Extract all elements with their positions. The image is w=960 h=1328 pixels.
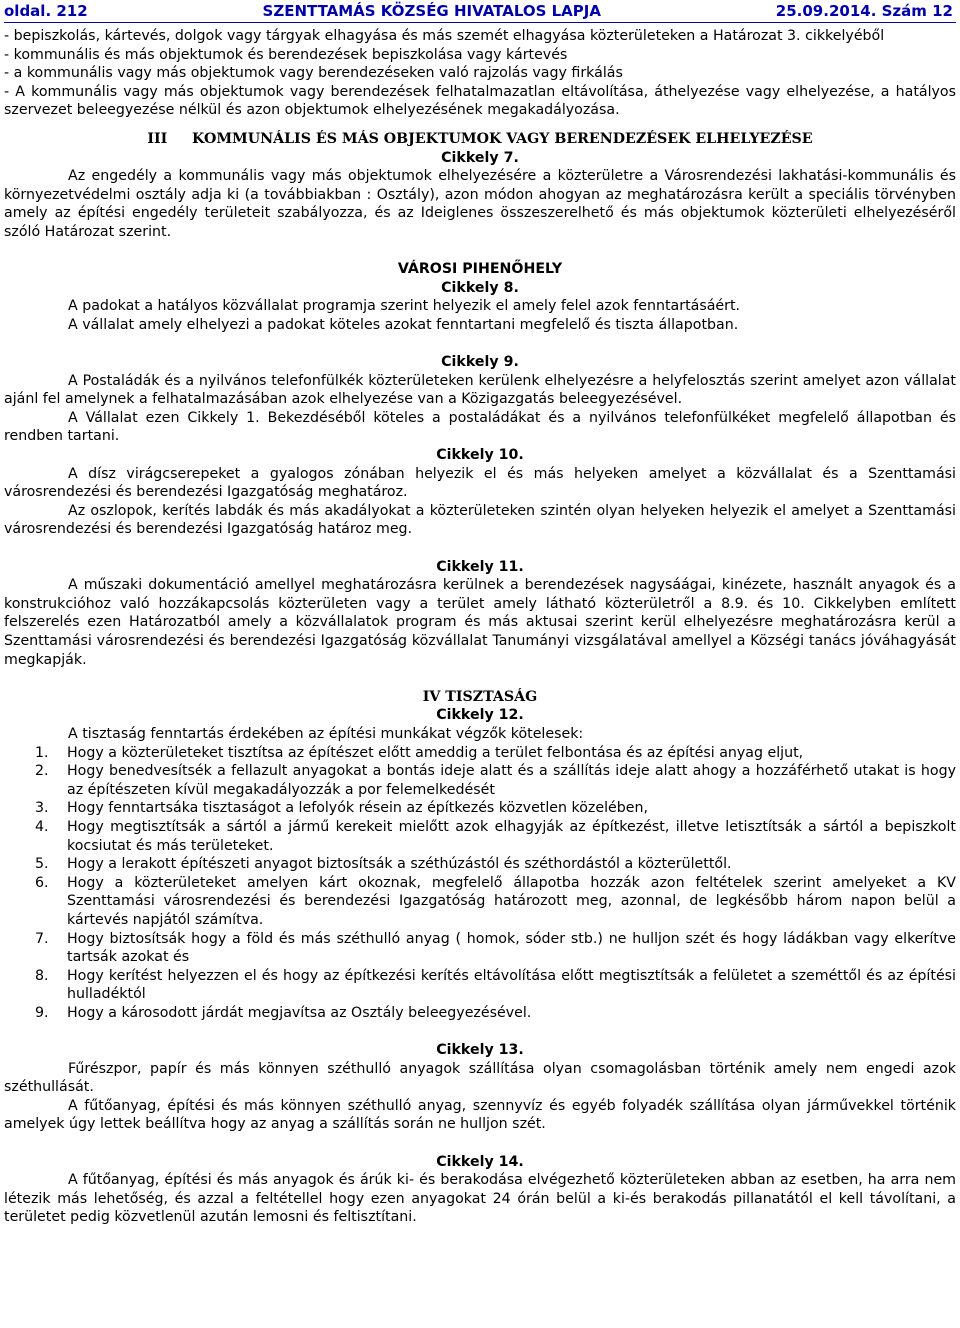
intro-line-1: - bepiszkolás, kártevés, dolgok vagy tárgyak elhagyása és más szemét elhagyása közterületeken a Határozat 3. cikkelyéből xyxy=(4,28,885,44)
cikkely-9-paragraph-1: A Postaládák és a nyilvános telefonfülkék közterületeken kerülenk elhelyezésre a helyfelosztás szerint amelyet azon vállalat ajánl fel amelynek a felhatalmazásában azok elhelyezése van a Közigazgatás beleegyezésével. xyxy=(4,372,956,408)
cikkely-7-text: Az engedély a kommunális vagy más objektumok elhelyezésére a közterületre a Városrendezési lakhatási-kommunális és környezetvédelmi osztály adja ki (a továbbiakban : Osztály), azon módon ahogyan az meghatározásra került a speciális törvényben amely az építési engedély területeit szabályozza, és az Ideiglenes összeszerelhető és más objektumok közterületi elhelyezéséről szóló Határozat szerint. xyxy=(4,168,956,240)
cikkely-12-heading: Cikkely 12. xyxy=(436,707,524,724)
list-item: 7. Hogy biztosítsák hogy a föld és más széthulló anyag ( homok, sóder stb.) ne hulljon szét és hogy ládákban vagy elkerítve tartsák azokat és xyxy=(35,930,956,966)
intro-line-3: - a kommunális vagy más objektumok vagy berendezéseken való rajzolás vagy firkálás xyxy=(4,65,623,82)
cikkely-12-obligations-list xyxy=(4,744,956,1023)
cikkely-13-paragraph-1: Fűrészpor, papír és más könnyen széthulló anyagok szállítása olyan csomagolásban történik amely nem engedi azok széthullását. xyxy=(4,1060,956,1096)
varosi-pihenohely-title: VÁROSI PIHENŐHELY xyxy=(397,261,563,278)
cikkely-11-paragraph: A műszaki dokumentáció amellyel meghatározásra kerülnek a berendezések nagysáágai, kinézete, használt anyagok és a konstrukcióhoz való hozzákapcsolás közterületen vagy a terület amely látható közterületről a 8.9. és 10. Cikkelyben említett felszerelés ezen Határozatból amely a közvállalatok program és más aktusai szerint kerül elhelyezésre meghatározásra kerül a Szenttamási városrendezési és berendezési Igazgatóság közvállalat Tanumányi vizsgálatával amellyel a Községi tanács jóváhagyását megkapják. xyxy=(4,577,956,668)
list-item: 5. Hogy a lerakott építészeti anyagot biztosítsák a széthúzástól és széthordástól a közterülettől. xyxy=(35,856,732,873)
cikkely-7-heading: Cikkely 7. xyxy=(441,149,519,166)
cikkely-9-paragraph-2: A Vállalat ezen Cikkely 1. Bekezdéséből köteles a postaládákat és a nyilvános telefonfülkéket megfelelő állapotban és rendben tartani. xyxy=(4,409,956,445)
cikkely-8-paragraph-2: A vállalat amely elhelyezi a padokat köteles azokat fenntartani megfelelő és tiszta állapotban. xyxy=(68,316,739,333)
page-header xyxy=(4,0,956,23)
cikkely-11-heading: Cikkely 11. xyxy=(436,558,524,575)
section-4-title: IV TISZTASÁG xyxy=(422,688,538,705)
cikkely-9-heading: Cikkely 9. xyxy=(441,354,519,371)
list-item: 2. Hogy benedvesítsék a fellazult anyagokat a bontás ideje alatt és a szállítás ideje alatt ahogy a hozzáférhető utakat is hogy az építészeten kívül megakadályozzák a por felemelkedését xyxy=(35,763,956,798)
cikkely-14-paragraph: A fűtőanyag, építési és más anyagok és árúk ki- és berakodása elvégezhető közterületeken abban az esetben, ha arra nem létezik más lehetőség, és azzal a feltétellel hogy ezen anyagokat 24 órán belül a ki-és berakodás pillanatától el kell távolítani, a területet pedig közvetlenül azután lemosni és feltisztítani. xyxy=(4,1172,956,1226)
section-3-title: III KOMMUNÁLIS ÉS MÁS OBJEKTUMOK VAGY BERENDEZÉSEK ELHELYEZÉSE xyxy=(147,130,813,147)
list-item: 4. Hogy megtisztítsák a sártól a jármű kerekeit mielőtt azok elhagyják az építkezést, illetve letisztítsák a sártól a bepiszkolt kocsiutat és más területeket. xyxy=(35,818,956,854)
list-item: 6. Hogy a közterületeket amelyen kárt okoznak, megfelelő állapotba hozzák azon feltételek szerint amelyeket a KV Szenttamási városrendezési és berendezési Igazgatóság határozott meg, azonnal, de legkésőbb három napon belül a kártevés napjától számítva. xyxy=(35,874,956,928)
list-item: 9. Hogy a károsodott járdát megjavítsa az Osztály beleegyezésével. xyxy=(35,1004,532,1021)
header-date-issue: 25.09.2014. Szám 12 xyxy=(775,2,953,20)
cikkely-10-paragraph-1: A dísz virágcserepeket a gyalogos zónában helyezik el és más helyeken amelyet a közvállalat és a Szenttamási városrendezési és berendezési Igazgatóság meghatároz. xyxy=(4,465,956,501)
cikkely-13-heading: Cikkely 13. xyxy=(436,1042,524,1059)
list-item: 8. Hogy kerítést helyezzen el és hogy az építkezési kerítés eltávolítása előtt megtisztítsák a felületet a szeméttől és az építési hulladéktól xyxy=(35,967,956,1003)
list-item: 1. Hogy a közterületeket tisztítsa az építészet előtt ameddig a terület felbontása és az építési anyag eljut, xyxy=(35,744,804,761)
header-page-number: oldal. 212 xyxy=(4,2,88,20)
cikkely-14-heading: Cikkely 14. xyxy=(436,1153,524,1170)
cikkely-10-paragraph-2: Az oszlopok, kerítés labdák és más akadályokat a közterületeken szintén olyan helyeken helyezik el amelyet a Szenttamási városrendezési és berendezési Igazgatóság határoz meg. xyxy=(4,502,956,538)
cikkely-8-heading: Cikkely 8. xyxy=(441,279,519,296)
cikkely-10-heading: Cikkely 10. xyxy=(436,447,524,464)
cikkely-13-paragraph-2: A fűtőanyag, építési és más könnyen széthulló anyag, szennyvíz és egyéb folyadék szállítása olyan járművekkel történik amelyek úgy lettek beállítva hogy az anyag a szállítás során ne hulljon szét. xyxy=(4,1097,956,1133)
intro-line-4: - A kommunális vagy más objektumok vagy berendezések felhatalmazatlan eltávolítása, áthelyezése vagy elhelyezése, a hatályos szervezet beleegyezése nélkül és azon objektumok elhelyezésének megakadályozása. xyxy=(4,83,956,119)
header-publication-title: SZENTTAMÁS KÖZSÉG HIVATALOS LAPJA xyxy=(262,2,601,20)
intro-line-2: - kommunális és más objektumok és berendezések bepiszkolása vagy kártevés xyxy=(4,46,568,63)
list-item: 3. Hogy fenntartsáka tisztaságot a lefolyók résein az építkezés közvetlen közelében, xyxy=(35,800,648,817)
cikkely-8-paragraph-1: A padokat a hatályos közvállalat programja szerint helyezik el amely felel azok fenntartásáért. xyxy=(68,298,741,315)
cikkely-12-intro: A tisztaság fenntartás érdekében az építési munkákat végzők kötelesek: xyxy=(68,725,584,742)
